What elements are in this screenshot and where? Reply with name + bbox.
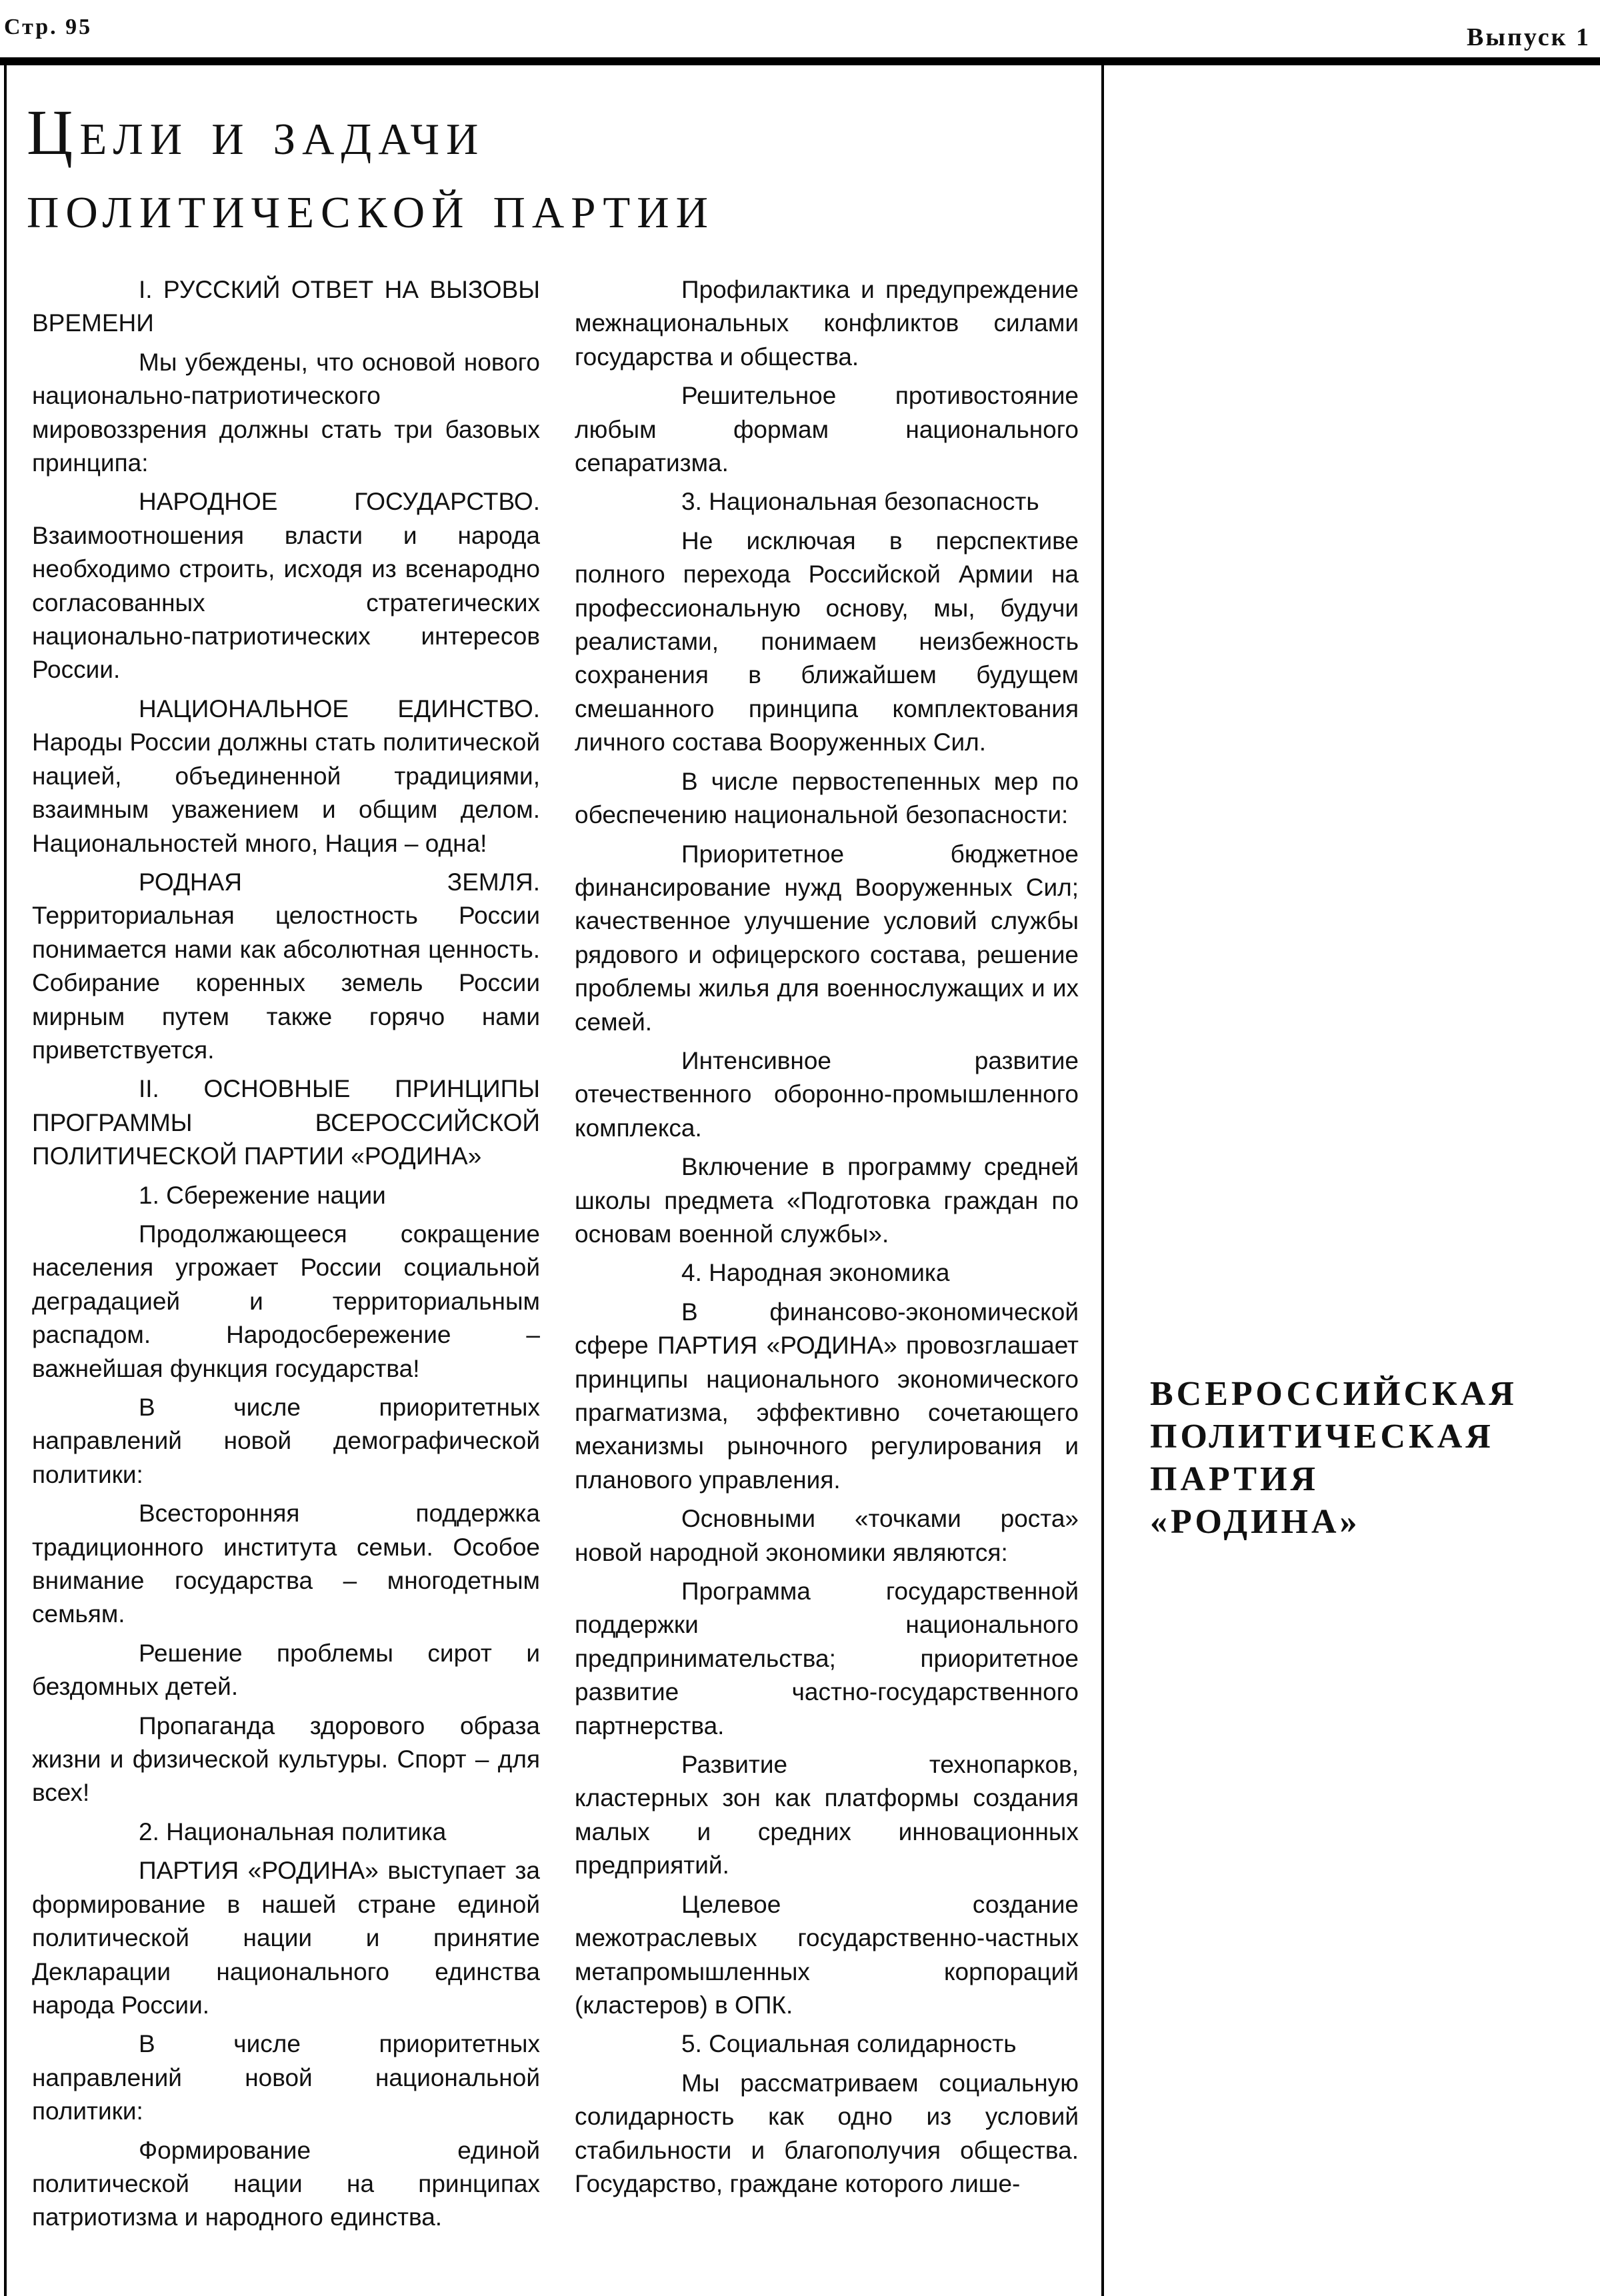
paragraph: В финансово-экономической сфере ПАРТИЯ «РОДИНА» провозглашает принципы национального экономического прагматизма, эффективно сочетающего механизмы рыночного регулирования и планового управления. [575,1298,1079,1494]
paragraph: Продолжающееся сокращение населения угрожает России социальной деградацией и территориальным распадом. Народосбережение – важнейшая функция государства! [32,1220,540,1382]
title-line: политической партии [27,170,715,241]
paragraph: Пропаганда здорового образа жизни и физической культуры. Спорт – для всех! [32,1712,540,1807]
paragraph: Основными «точками роста» новой народной экономики являются: [575,1505,1079,1566]
sidebar-line: ПАРТИЯ [1150,1460,1319,1498]
paragraph: НАЦИОНАЛЬНОЕ ЕДИНСТВО. Народы России должны стать политической нацией, объединенной традициями, взаимным уважением и общим делом. Национальностей много, Нация – одна! [32,694,540,857]
text-column-left [32,273,540,2240]
issue-number: Выпуск 1 [1466,23,1591,51]
paragraph: Программа государственной поддержки национального предпринимательства; приоритетное развитие частно-государственного партнерства. [575,1578,1079,1739]
subsection-heading: 3. Национальная безопасность [681,488,1039,516]
paragraph: Профилактика и предупреждение межнациональных конфликтов силами государства и общества. [575,276,1079,371]
paragraph: Решительное противостояние любым формам национального сепаратизма. [575,382,1079,477]
header-rule [0,57,1600,65]
subsection-heading: 1. Сбережение нации [139,1181,386,1209]
sidebar-line: «РОДИНА» [1150,1503,1361,1541]
paragraph: Интенсивное развитие отечественного оборонно-промышленного комплекса. [575,1046,1079,1142]
sidebar-line: ПОЛИТИЧЕСКАЯ [1150,1418,1494,1456]
section-heading: II. ОСНОВНЫЕ ПРИНЦИПЫ ПРОГРАММЫ ВСЕРОССИЙСКОЙ ПОЛИТИЧЕСКОЙ ПАРТИИ «РОДИНА» [32,1075,540,1170]
paragraph: ПАРТИЯ «РОДИНА» выступает за формирование в нашей стране единой политической нации и принятие Декларации национального единства народа России. [32,1857,540,2019]
party-name-sidebar [1150,1373,1577,1544]
paragraph: Мы убеждены, что основой нового национально-патриотического мировоззрения должны стать три базовых принципа: [32,348,540,477]
paragraph: Приоритетное бюджетное финансирование нужд Вооруженных Сил; качественное улучшение условий службы рядового и офицерского состава, решение проблемы жилья для военнослужащих и их семей. [575,840,1079,1036]
paragraph: РОДНАЯ ЗЕМЛЯ. Территориальная целостность России понимается нами как абсолютная ценность. Собирание коренных земель России мирным путем также горячо нами приветствуется. [32,868,540,1064]
subsection-heading: 5. Социальная солидарность [681,2030,1017,2058]
paragraph: В числе первостепенных мер по обеспечению национальной безопасности: [575,767,1079,829]
subsection-heading: 2. Национальная политика [139,1817,447,1845]
page-header [0,0,1600,67]
paragraph: Целевое создание межотраслевых государственно-частных метапромышленных корпораций (кластеров) в ОПК. [575,1890,1079,2019]
subsection-heading: 4. Народная экономика [681,1259,950,1287]
paragraph: Не исключая в перспективе полного перехода Российской Армии на профессиональную основу, мы, будучи реалистами, понимаем неизбежность сохранения в ближайшем будущем смешанного принципа комплектования личного состава Вооруженных Сил. [575,527,1079,756]
section-heading: I. РУССКИЙ ОТВЕТ НА ВЫЗОВЫ ВРЕМЕНИ [32,276,540,337]
paragraph: В числе приоритетных направлений новой национальной политики: [32,2030,540,2125]
page-number: Стр. 95 [4,15,93,39]
paragraph: Решение проблемы сирот и бездомных детей. [32,1639,540,1701]
sidebar-line: ВСЕРОССИЙСКАЯ [1150,1375,1517,1413]
paragraph: Развитие технопарков, кластерных зон как платформы создания малых и средних инновационных предприятий. [575,1751,1079,1879]
paragraph: В числе приоритетных направлений новой демографической политики: [32,1394,540,1488]
title-line: Цели и задачи [27,97,485,168]
paragraph: НАРОДНОЕ ГОСУДАРСТВО. Взаимоотношения власти и народа необходимо строить, исходя из всенародно согласованных стратегических национально-патриотических интересов России. [32,488,540,684]
paragraph: Мы рассматриваем социальную солидарность как одно из условий стабильности и благополучия общества. Государство, граждане которого лише- [575,2069,1079,2197]
paragraph: Всесторонняя поддержка традиционного института семьи. Особое внимание государства – многодетным семьям. [32,1500,540,1628]
article-title [27,96,715,243]
text-column-right [575,273,1079,2206]
paragraph: Включение в программу средней школы предмета «Подготовка граждан по основам военной службы». [575,1153,1079,1248]
paragraph: Формирование единой политической нации на принципах патриотизма и народного единства. [32,2136,540,2231]
